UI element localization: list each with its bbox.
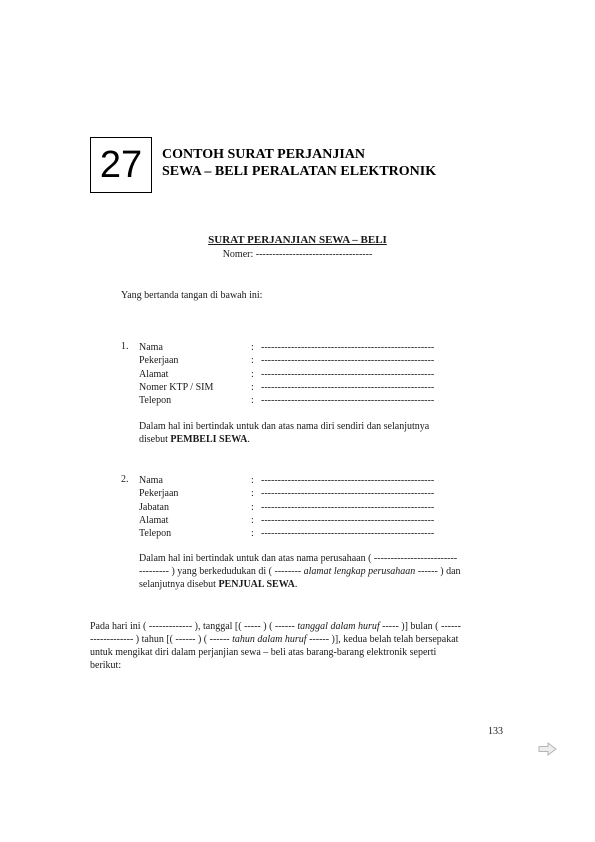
page-number: 133 xyxy=(488,726,503,737)
party2-row-position: Jabatan : ---------------------------------------------------- xyxy=(139,501,435,513)
party1-row-name: Nama : ---------------------------------------------------- xyxy=(139,342,435,353)
party1-row-address: Alamat : ---------------------------------------------------- xyxy=(139,368,435,380)
arrow-right-icon[interactable] xyxy=(538,742,558,756)
party2-role: PENJUAL SEWA xyxy=(218,579,295,590)
party2-statement: Dalam hal ini bertindak untuk dan atas nama perusahaan ( ------------------------- --------- ) yang berkedudukan di ( -------- alamat lengkap perusahaan ------ ) dan selanjutnya disebut PENJUAL SEWA. xyxy=(139,553,461,590)
party2-fields xyxy=(139,474,434,540)
party1-number: 1. xyxy=(121,341,129,352)
party1-row-id: Nomer KTP / SIM : ---------------------------------------------------- xyxy=(139,381,435,393)
party2-row-address: Alamat : ---------------------------------------------------- xyxy=(139,514,435,526)
party2-number: 2. xyxy=(121,474,129,485)
chapter-title-line2: SEWA – BELI PERALATAN ELEKTRONIK xyxy=(162,164,437,179)
party1-row-job: Pekerjaan : ---------------------------------------------------- xyxy=(139,355,435,367)
chapter-number-box xyxy=(90,137,152,193)
document-title: SURAT PERJANJIAN SEWA – BELI xyxy=(208,234,387,246)
party2-row-name: Nama : ---------------------------------------------------- xyxy=(139,475,435,486)
party1-statement: Dalam hal ini bertindak untuk dan atas nama diri sendiri dan selanjutnya disebut PEMBELI SEWA. xyxy=(139,421,430,445)
chapter-title-line1: CONTOH SURAT PERJANJIAN xyxy=(162,147,366,162)
party1-row-phone: Telepon : ---------------------------------------------------- xyxy=(139,395,435,407)
party1-fields xyxy=(139,341,434,407)
intro-text: Yang bertanda tangan di bawah ini: xyxy=(121,290,263,301)
party1-role: PEMBELI SEWA xyxy=(170,434,248,445)
closing-paragraph: Pada hari ini ( ------------- ), tanggal [( ----- ) ( ------ tanggal dalam huruf ----- )] bulan ( ------ ------------- ) tahun [( ------ ) ( ------ tahun dalam huruf ------ )], kedua belah telah bersepakat untuk mengikat diri dalam perjanjian sewa – beli atas barang-barang elektronik seperti berikut: xyxy=(90,621,461,671)
document-number: Nomer: ----------------------------------- xyxy=(222,249,373,260)
chapter-number: 27 xyxy=(99,143,143,186)
chapter-title xyxy=(162,146,436,180)
party2-row-job: Pekerjaan : ---------------------------------------------------- xyxy=(139,488,435,500)
party2-row-phone: Telepon : ---------------------------------------------------- xyxy=(139,528,435,540)
